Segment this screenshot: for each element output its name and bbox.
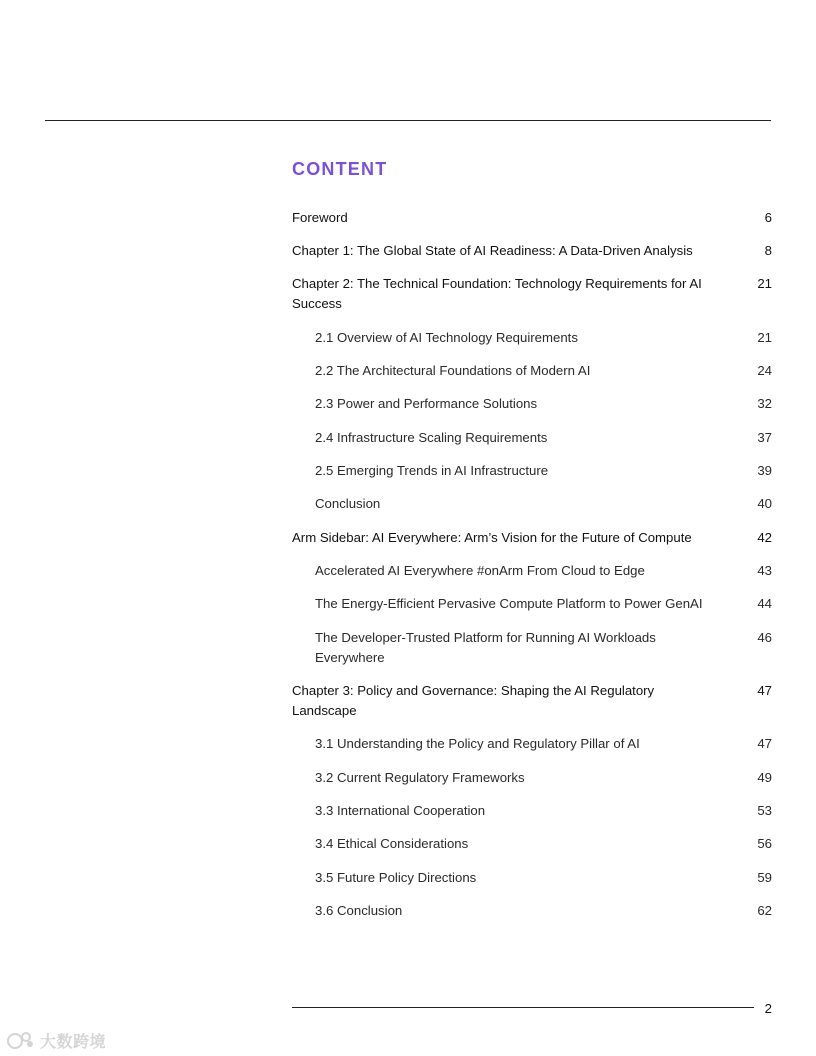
- toc-entry-label: The Energy-Efficient Pervasive Compute Platform to Power GenAI: [315, 596, 703, 611]
- toc-entry-label: Arm Sidebar: AI Everywhere: Arm’s Vision for the Future of Compute: [292, 530, 692, 545]
- toc-entry-page: 47: [757, 736, 772, 751]
- watermark-logo-icon: [6, 1030, 36, 1050]
- top-divider: [45, 120, 771, 121]
- toc-entry-label: 3.6 Conclusion: [315, 903, 403, 918]
- toc-entry-label: 3.5 Future Policy Directions: [315, 870, 477, 885]
- toc-entry-label: Chapter 2: The Technical Foundation: Technology Requirements for AI Success: [292, 276, 702, 311]
- toc-entry-page: 46: [757, 630, 772, 645]
- toc-entry-page: 59: [757, 870, 772, 885]
- toc-entry-label: 2.4 Infrastructure Scaling Requirements: [315, 430, 548, 445]
- toc-entry-page: 24: [757, 363, 772, 378]
- watermark-text: 大数跨境: [40, 1033, 107, 1051]
- toc-entry-label: 3.2 Current Regulatory Frameworks: [315, 770, 525, 785]
- toc-entry-label: Chapter 3: Policy and Governance: Shaping the AI Regulatory Landscape: [292, 683, 655, 718]
- toc-entry-label: 3.1 Understanding the Policy and Regulatory Pillar of AI: [315, 736, 640, 751]
- toc-entry-label: 3.3 International Cooperation: [315, 803, 486, 818]
- toc-entry-label: Accelerated AI Everywhere #onArm From Cloud to Edge: [315, 563, 645, 578]
- toc-entry-label: 2.5 Emerging Trends in AI Infrastructure: [315, 463, 549, 478]
- page-number: 2: [764, 1001, 772, 1016]
- toc-entry-page: 43: [757, 563, 772, 578]
- toc-entry-page: 53: [757, 803, 772, 818]
- toc-entry-page: 21: [757, 330, 772, 345]
- toc-entry-page: 39: [757, 463, 772, 478]
- toc-entry-page: 21: [757, 276, 772, 291]
- toc-entry-page: 32: [757, 396, 772, 411]
- toc-entry-page: 56: [757, 836, 772, 851]
- toc-entry-page: 40: [757, 496, 772, 511]
- toc-entry-page: 44: [757, 596, 772, 611]
- toc-entry-label: 2.3 Power and Performance Solutions: [315, 396, 538, 411]
- toc-entry-page: 47: [757, 683, 772, 698]
- watermark: [6, 1029, 106, 1051]
- toc-entry-label: 2.2 The Architectural Foundations of Modern AI: [315, 363, 591, 378]
- toc-entry-label: Conclusion: [315, 496, 381, 511]
- toc-entry-label: Chapter 1: The Global State of AI Readiness: A Data-Driven Analysis: [292, 243, 693, 258]
- toc-entry-page: 37: [757, 430, 772, 445]
- toc-title: CONTENT: [292, 159, 388, 179]
- toc-entry-page: 62: [757, 903, 772, 918]
- toc-entry-label: Foreword: [292, 210, 348, 225]
- toc-entry-page: 8: [764, 243, 772, 258]
- toc-entry-label: 3.4 Ethical Considerations: [315, 836, 469, 851]
- toc-entry-page: 42: [757, 530, 772, 545]
- toc-entry-page: 6: [764, 210, 772, 225]
- toc-entry-label: 2.1 Overview of AI Technology Requirements: [315, 330, 578, 345]
- footer-divider: [292, 1007, 754, 1008]
- toc-entry-page: 49: [757, 770, 772, 785]
- toc-entry-label: The Developer-Trusted Platform for Running AI Workloads Everywhere: [315, 630, 656, 665]
